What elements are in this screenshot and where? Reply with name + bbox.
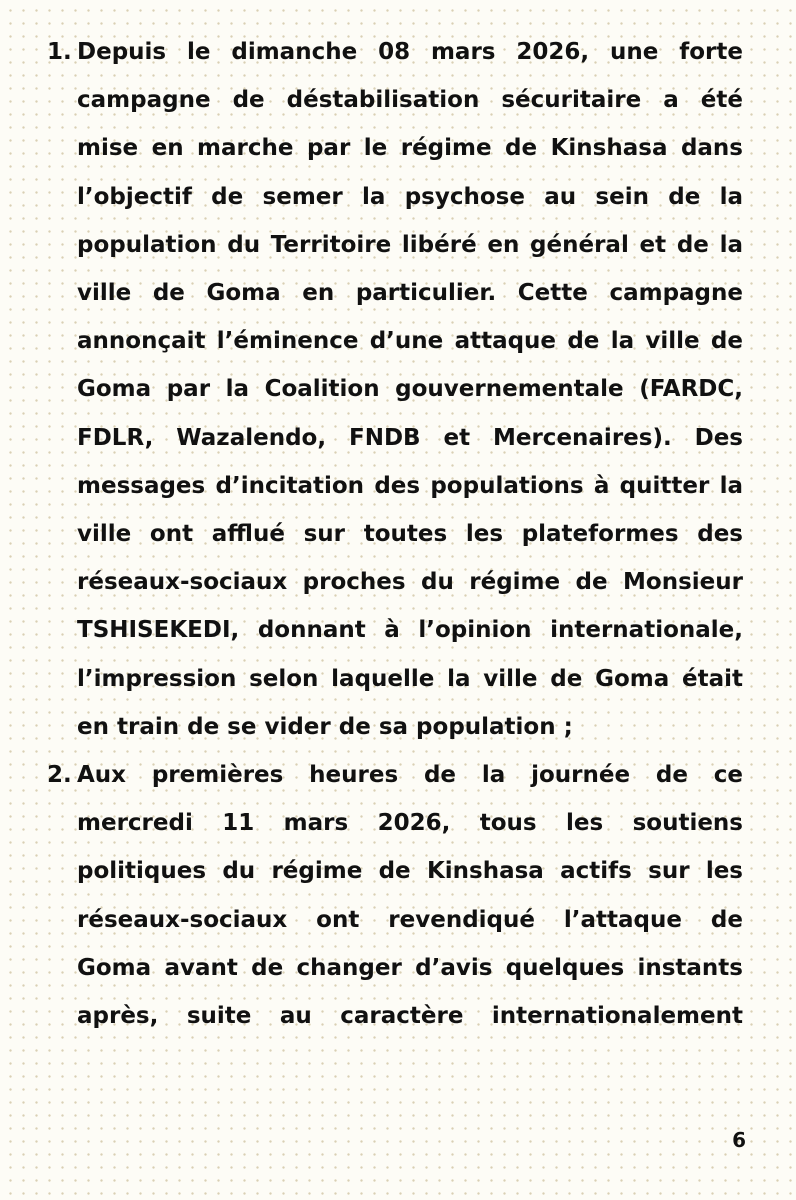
text-line: Depuis le dimanche 08 mars 2026, une forte — [77, 39, 743, 65]
text-line: politiques du régime de Kinshasa actifs sur les — [77, 858, 743, 885]
paragraph-text — [77, 751, 743, 1040]
text-line: Goma par la Coalition gouvernementale (FARDC, — [77, 376, 743, 403]
text-line: messages d’incitation des populations à quitter la — [77, 472, 743, 499]
list-item-number: 2. — [47, 762, 72, 789]
text-line: ville ont afflué sur toutes les plateformes des — [77, 521, 743, 548]
page-number: 6 — [732, 1128, 746, 1152]
text-line: mise en marche par le régime de Kinshasa dans — [77, 135, 743, 162]
list-item-1 — [47, 28, 743, 751]
text-line: TSHISEKEDI, donnant à l’opinion internationale, — [77, 617, 743, 644]
text-line: mercredi 11 mars 2026, tous les soutiens — [77, 810, 743, 837]
text-line: en train de se vider de sa population ; — [77, 713, 573, 740]
text-line: annonçait l’éminence d’une attaque de la ville de — [77, 328, 743, 355]
text-line: réseaux-sociaux proches du régime de Monsieur — [77, 569, 743, 596]
text-line: campagne de déstabilisation sécuritaire a été — [77, 87, 743, 114]
document-body — [47, 28, 743, 1040]
list-item-2 — [47, 751, 743, 1040]
paragraph-text — [77, 28, 743, 751]
text-line: population du Territoire libéré en général et de la — [77, 231, 743, 258]
text-line: après, suite au caractère internationalement — [77, 1003, 743, 1030]
text-line: Aux premières heures de la journée de ce — [77, 762, 743, 789]
text-line: FDLR, Wazalendo, FNDB et Mercenaires). Des — [77, 424, 743, 451]
list-item-number: 1. — [47, 39, 72, 65]
text-line: Goma avant de changer d’avis quelques instants — [77, 954, 743, 981]
text-line: l’impression selon laquelle la ville de Goma était — [77, 665, 743, 692]
text-line: l’objectif de semer la psychose au sein de la — [77, 183, 743, 210]
text-line: réseaux-sociaux ont revendiqué l’attaque de — [77, 906, 743, 933]
text-line: ville de Goma en particulier. Cette campagne — [77, 280, 743, 307]
